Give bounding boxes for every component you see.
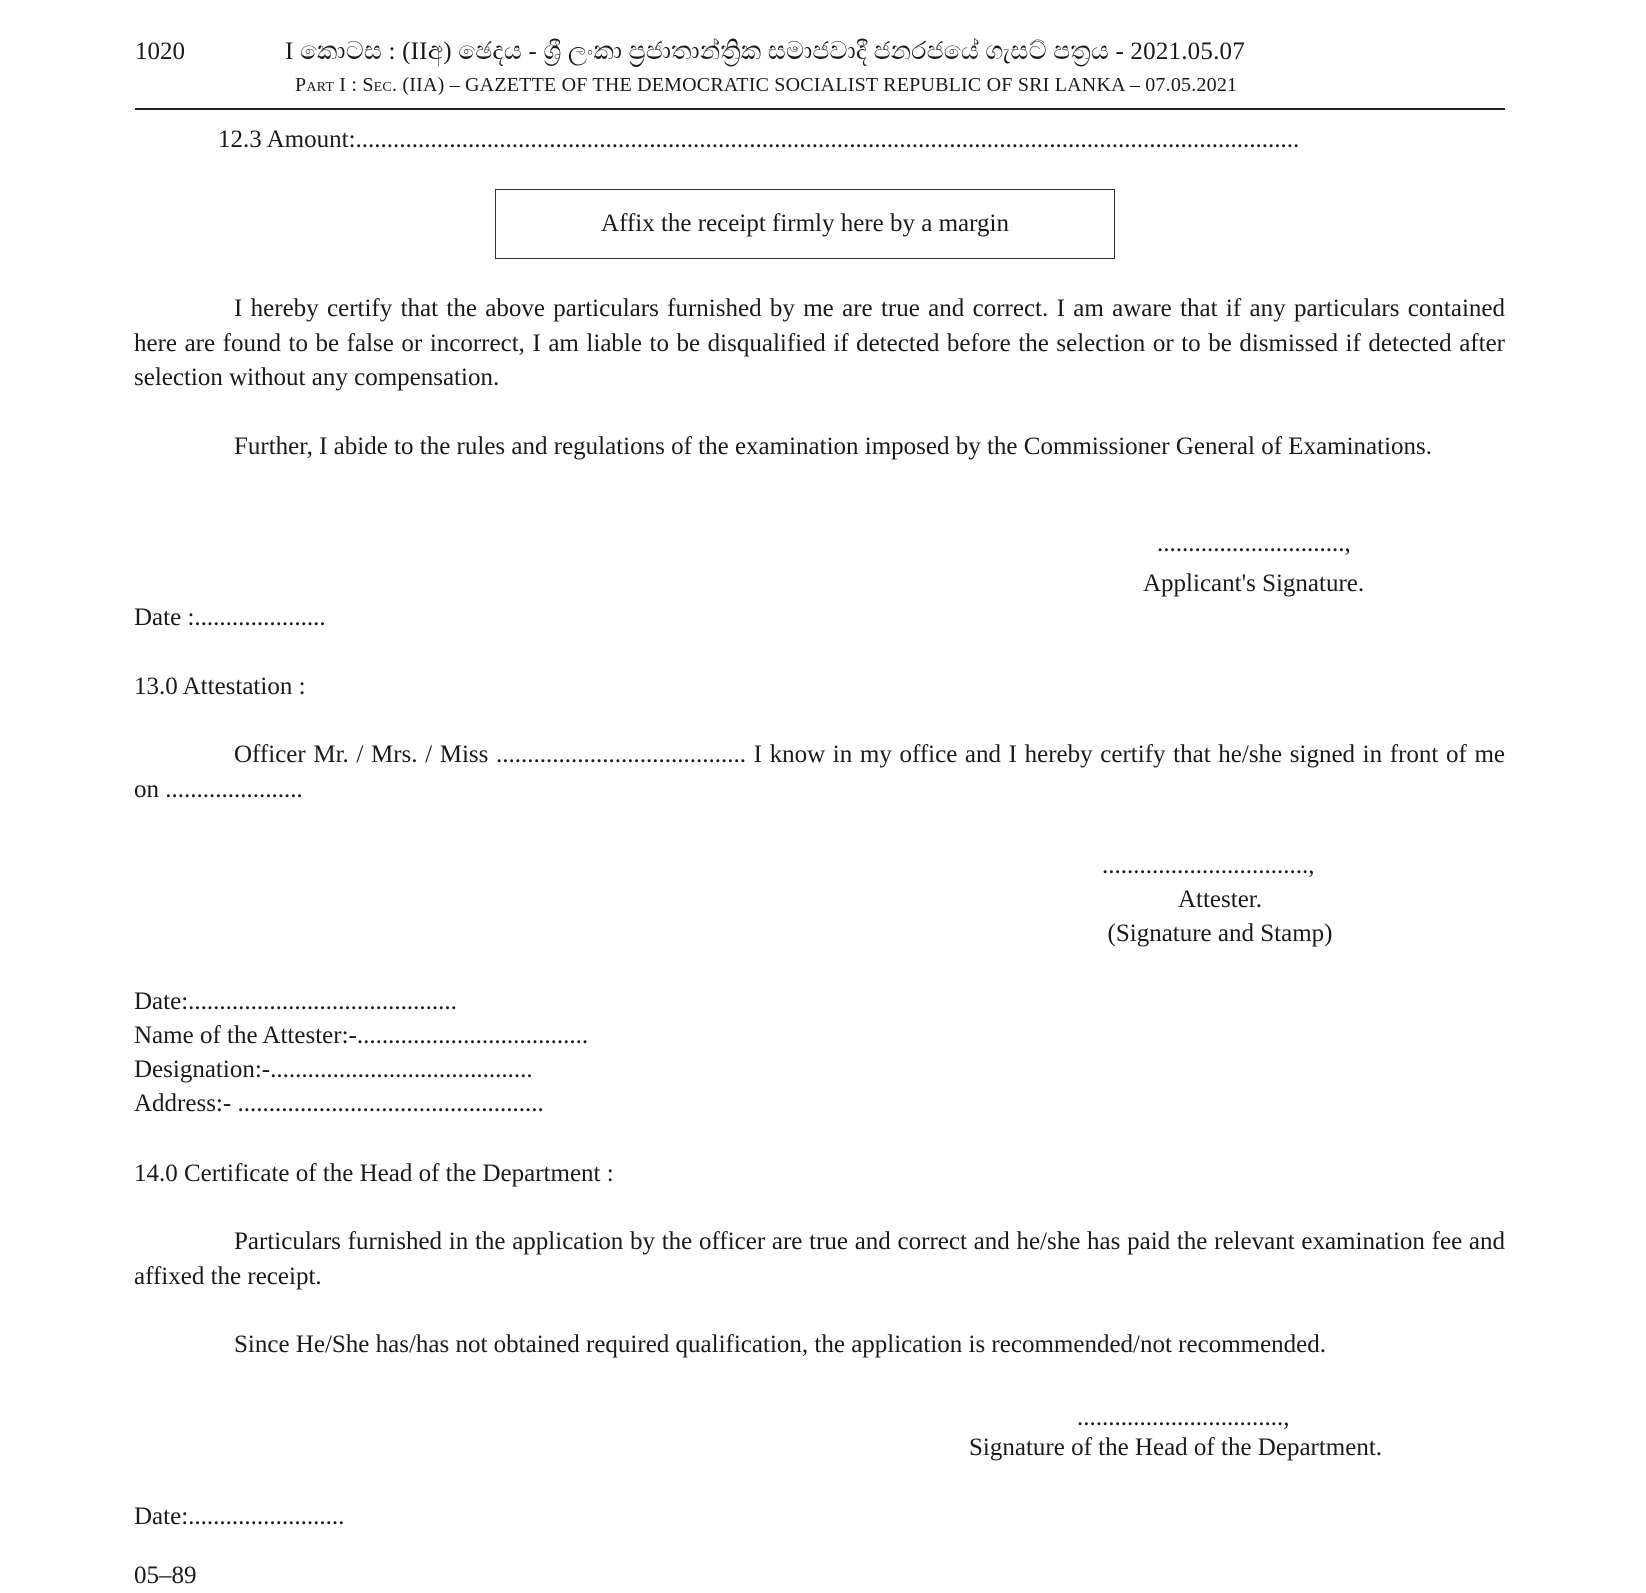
header-title-sinhala: I කොටස : (IIඅ) ඡෙදය - ශ්‍රී ලංකා ප්‍රජාතාන්ත්‍රික සමාජවාදී ජනරජයේ ගැසට් පත්‍රය - 2021.05.07 <box>285 38 1245 65</box>
attester-signature-stamp: (Signature and Stamp) <box>1107 920 1333 947</box>
hod-heading: 14.0 Certificate of the Head of the Department : <box>134 1160 614 1187</box>
attester-date: Date:........................................... <box>134 988 457 1015</box>
attester-signature-dots: ................................., <box>1102 852 1315 879</box>
page-number: 1020 <box>135 38 185 65</box>
header-rule <box>135 108 1505 110</box>
hod-signature-dots: ................................., <box>1077 1404 1290 1431</box>
hod-paragraph-1: Particulars furnished in the application by the officer are true and correct and he/she has paid the relevant examination fee and affixed the receipt. <box>134 1228 1505 1290</box>
receipt-box <box>495 189 1115 259</box>
amount-line <box>218 123 1299 157</box>
header-part: Part I <box>295 74 347 96</box>
attestation-paragraph: Officer Mr. / Mrs. / Miss ........................................ I know in my office and I hereby certify that he/she signed in front of me on ...................... <box>134 741 1505 803</box>
attestation-heading: 13.0 Attestation : <box>134 673 306 700</box>
attester-designation: Designation:-.......................................... <box>134 1056 533 1083</box>
hod-paragraph-2: Since He/She has/has not obtained required qualification, the application is recommended/not recommended. <box>234 1331 1327 1358</box>
header-title-english: Part I : Sec. (IIA) – GAZETTE OF THE DEMOCRATIC SOCIALIST REPUBLIC OF SRI LANKA – 07.05.2021 <box>295 74 1238 96</box>
header-rest: (IIA) – GAZETTE OF THE DEMOCRATIC SOCIALIST REPUBLIC OF SRI LANKA – 07.05.2021 <box>402 74 1238 96</box>
further-paragraph: Further, I abide to the rules and regulations of the examination imposed by the Commissioner General of Examinations. <box>234 433 1433 460</box>
amount-dots: ....................................................................................................................................................... <box>355 126 1300 153</box>
applicant-signature-dots: .............................., <box>1157 530 1351 557</box>
receipt-box-text: Affix the receipt firmly here by a margin <box>601 210 1009 237</box>
attester-label: Attester. <box>1177 886 1262 913</box>
applicant-date: Date :..................... <box>134 604 326 631</box>
applicant-signature-label: Applicant's Signature. <box>1143 570 1365 597</box>
footer-code: 05–89 <box>134 1562 197 1589</box>
attester-address: Address:- ................................................. <box>134 1090 544 1117</box>
certify-paragraph: I hereby certify that the above particulars furnished by me are true and correct. I am aware that if any particulars contained here are found to be false or incorrect, I am liable to be disqualified if detected before the selection or to be dismissed if detected after selection without any compensation. <box>134 295 1505 391</box>
header-sec: Sec. <box>362 74 398 96</box>
amount-label: 12.3 Amount: <box>218 126 356 153</box>
hod-date: Date:......................... <box>134 1503 345 1530</box>
attester-name: Name of the Attester:-..................................... <box>134 1022 589 1049</box>
hod-signature-label: Signature of the Head of the Department. <box>969 1434 1383 1461</box>
